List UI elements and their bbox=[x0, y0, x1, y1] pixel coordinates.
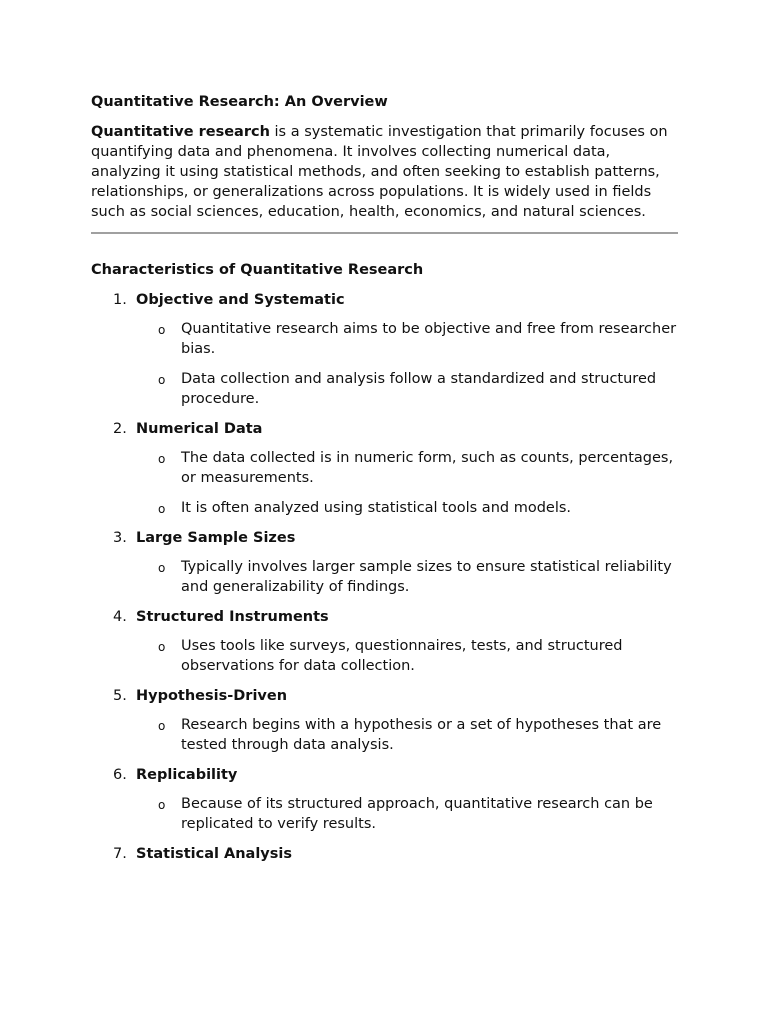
list-item-number: 3. bbox=[113, 530, 127, 546]
sub-bullet-item bbox=[136, 794, 678, 834]
circle-bullet-icon: o bbox=[158, 502, 166, 516]
sub-bullet-text: It is often analyzed using statistical tools and models. bbox=[181, 500, 572, 516]
intro-paragraph bbox=[91, 122, 678, 222]
sub-bullet-item bbox=[136, 498, 678, 518]
list-item-heading: Structured Instruments bbox=[136, 609, 329, 625]
sub-bullet-text: The data collected is in numeric form, such as counts, percentages, or measurements. bbox=[181, 450, 674, 486]
sub-bullet-item bbox=[136, 715, 678, 755]
list-item-heading: Objective and Systematic bbox=[136, 292, 345, 308]
list-item-heading: Replicability bbox=[136, 767, 238, 783]
sub-bullet-text: Typically involves larger sample sizes to ensure statistical reliability and generalizability of findings. bbox=[181, 559, 672, 595]
document-page bbox=[91, 92, 678, 873]
section-title: Characteristics of Quantitative Research bbox=[91, 262, 424, 278]
sub-bullet-list bbox=[136, 319, 678, 409]
sub-bullet-item bbox=[136, 319, 678, 359]
sub-bullet-item bbox=[136, 369, 678, 409]
sub-bullet-list bbox=[136, 448, 678, 518]
sub-bullet-list bbox=[136, 557, 678, 597]
list-item-heading: Large Sample Sizes bbox=[136, 530, 296, 546]
circle-bullet-icon: o bbox=[158, 719, 166, 733]
list-item bbox=[91, 290, 678, 409]
list-item-heading: Numerical Data bbox=[136, 421, 263, 437]
list-item bbox=[91, 607, 678, 676]
sub-bullet-list bbox=[136, 636, 678, 676]
circle-bullet-icon: o bbox=[158, 373, 166, 387]
intro-term: Quantitative research bbox=[91, 124, 270, 140]
circle-bullet-icon: o bbox=[158, 640, 166, 654]
sub-bullet-item bbox=[136, 636, 678, 676]
list-item bbox=[91, 419, 678, 518]
sub-bullet-text: Research begins with a hypothesis or a set of hypotheses that are tested through data analysis. bbox=[181, 717, 662, 753]
list-item-number: 4. bbox=[113, 609, 127, 625]
sub-bullet-text: Because of its structured approach, quantitative research can be replicated to verify results. bbox=[181, 796, 653, 832]
circle-bullet-icon: o bbox=[158, 452, 166, 466]
document-title: Quantitative Research: An Overview bbox=[91, 94, 388, 110]
list-item bbox=[91, 765, 678, 834]
sub-bullet-item bbox=[136, 448, 678, 488]
sub-bullet-list bbox=[136, 715, 678, 755]
list-item-number: 1. bbox=[113, 292, 127, 308]
sub-bullet-text: Data collection and analysis follow a standardized and structured procedure. bbox=[181, 371, 657, 407]
sub-bullet-text: Uses tools like surveys, questionnaires, tests, and structured observations for data collection. bbox=[181, 638, 623, 674]
circle-bullet-icon: o bbox=[158, 323, 166, 337]
sub-bullet-item bbox=[136, 557, 678, 597]
list-item bbox=[91, 844, 678, 864]
list-item-number: 7. bbox=[113, 846, 127, 862]
list-item-number: 5. bbox=[113, 688, 127, 704]
list-item-number: 6. bbox=[113, 767, 127, 783]
section-divider bbox=[91, 232, 678, 234]
list-item bbox=[91, 528, 678, 597]
intro-text: is a systematic investigation that primarily focuses on quantifying data and phenomena. It involves collecting numerical data, analyzing it using statistical methods, and often seeking to establish patterns, relationships, or generalizations across populations. It is widely used in fields such as social sciences, education, health, economics, and natural sciences. bbox=[91, 124, 668, 220]
sub-bullet-text: Quantitative research aims to be objective and free from researcher bias. bbox=[181, 321, 677, 357]
characteristics-list bbox=[91, 290, 678, 864]
list-item-heading: Hypothesis-Driven bbox=[136, 688, 288, 704]
sub-bullet-list bbox=[136, 794, 678, 834]
list-item bbox=[91, 686, 678, 755]
list-item-heading: Statistical Analysis bbox=[136, 846, 292, 862]
circle-bullet-icon: o bbox=[158, 798, 166, 812]
circle-bullet-icon: o bbox=[158, 561, 166, 575]
list-item-number: 2. bbox=[113, 421, 127, 437]
